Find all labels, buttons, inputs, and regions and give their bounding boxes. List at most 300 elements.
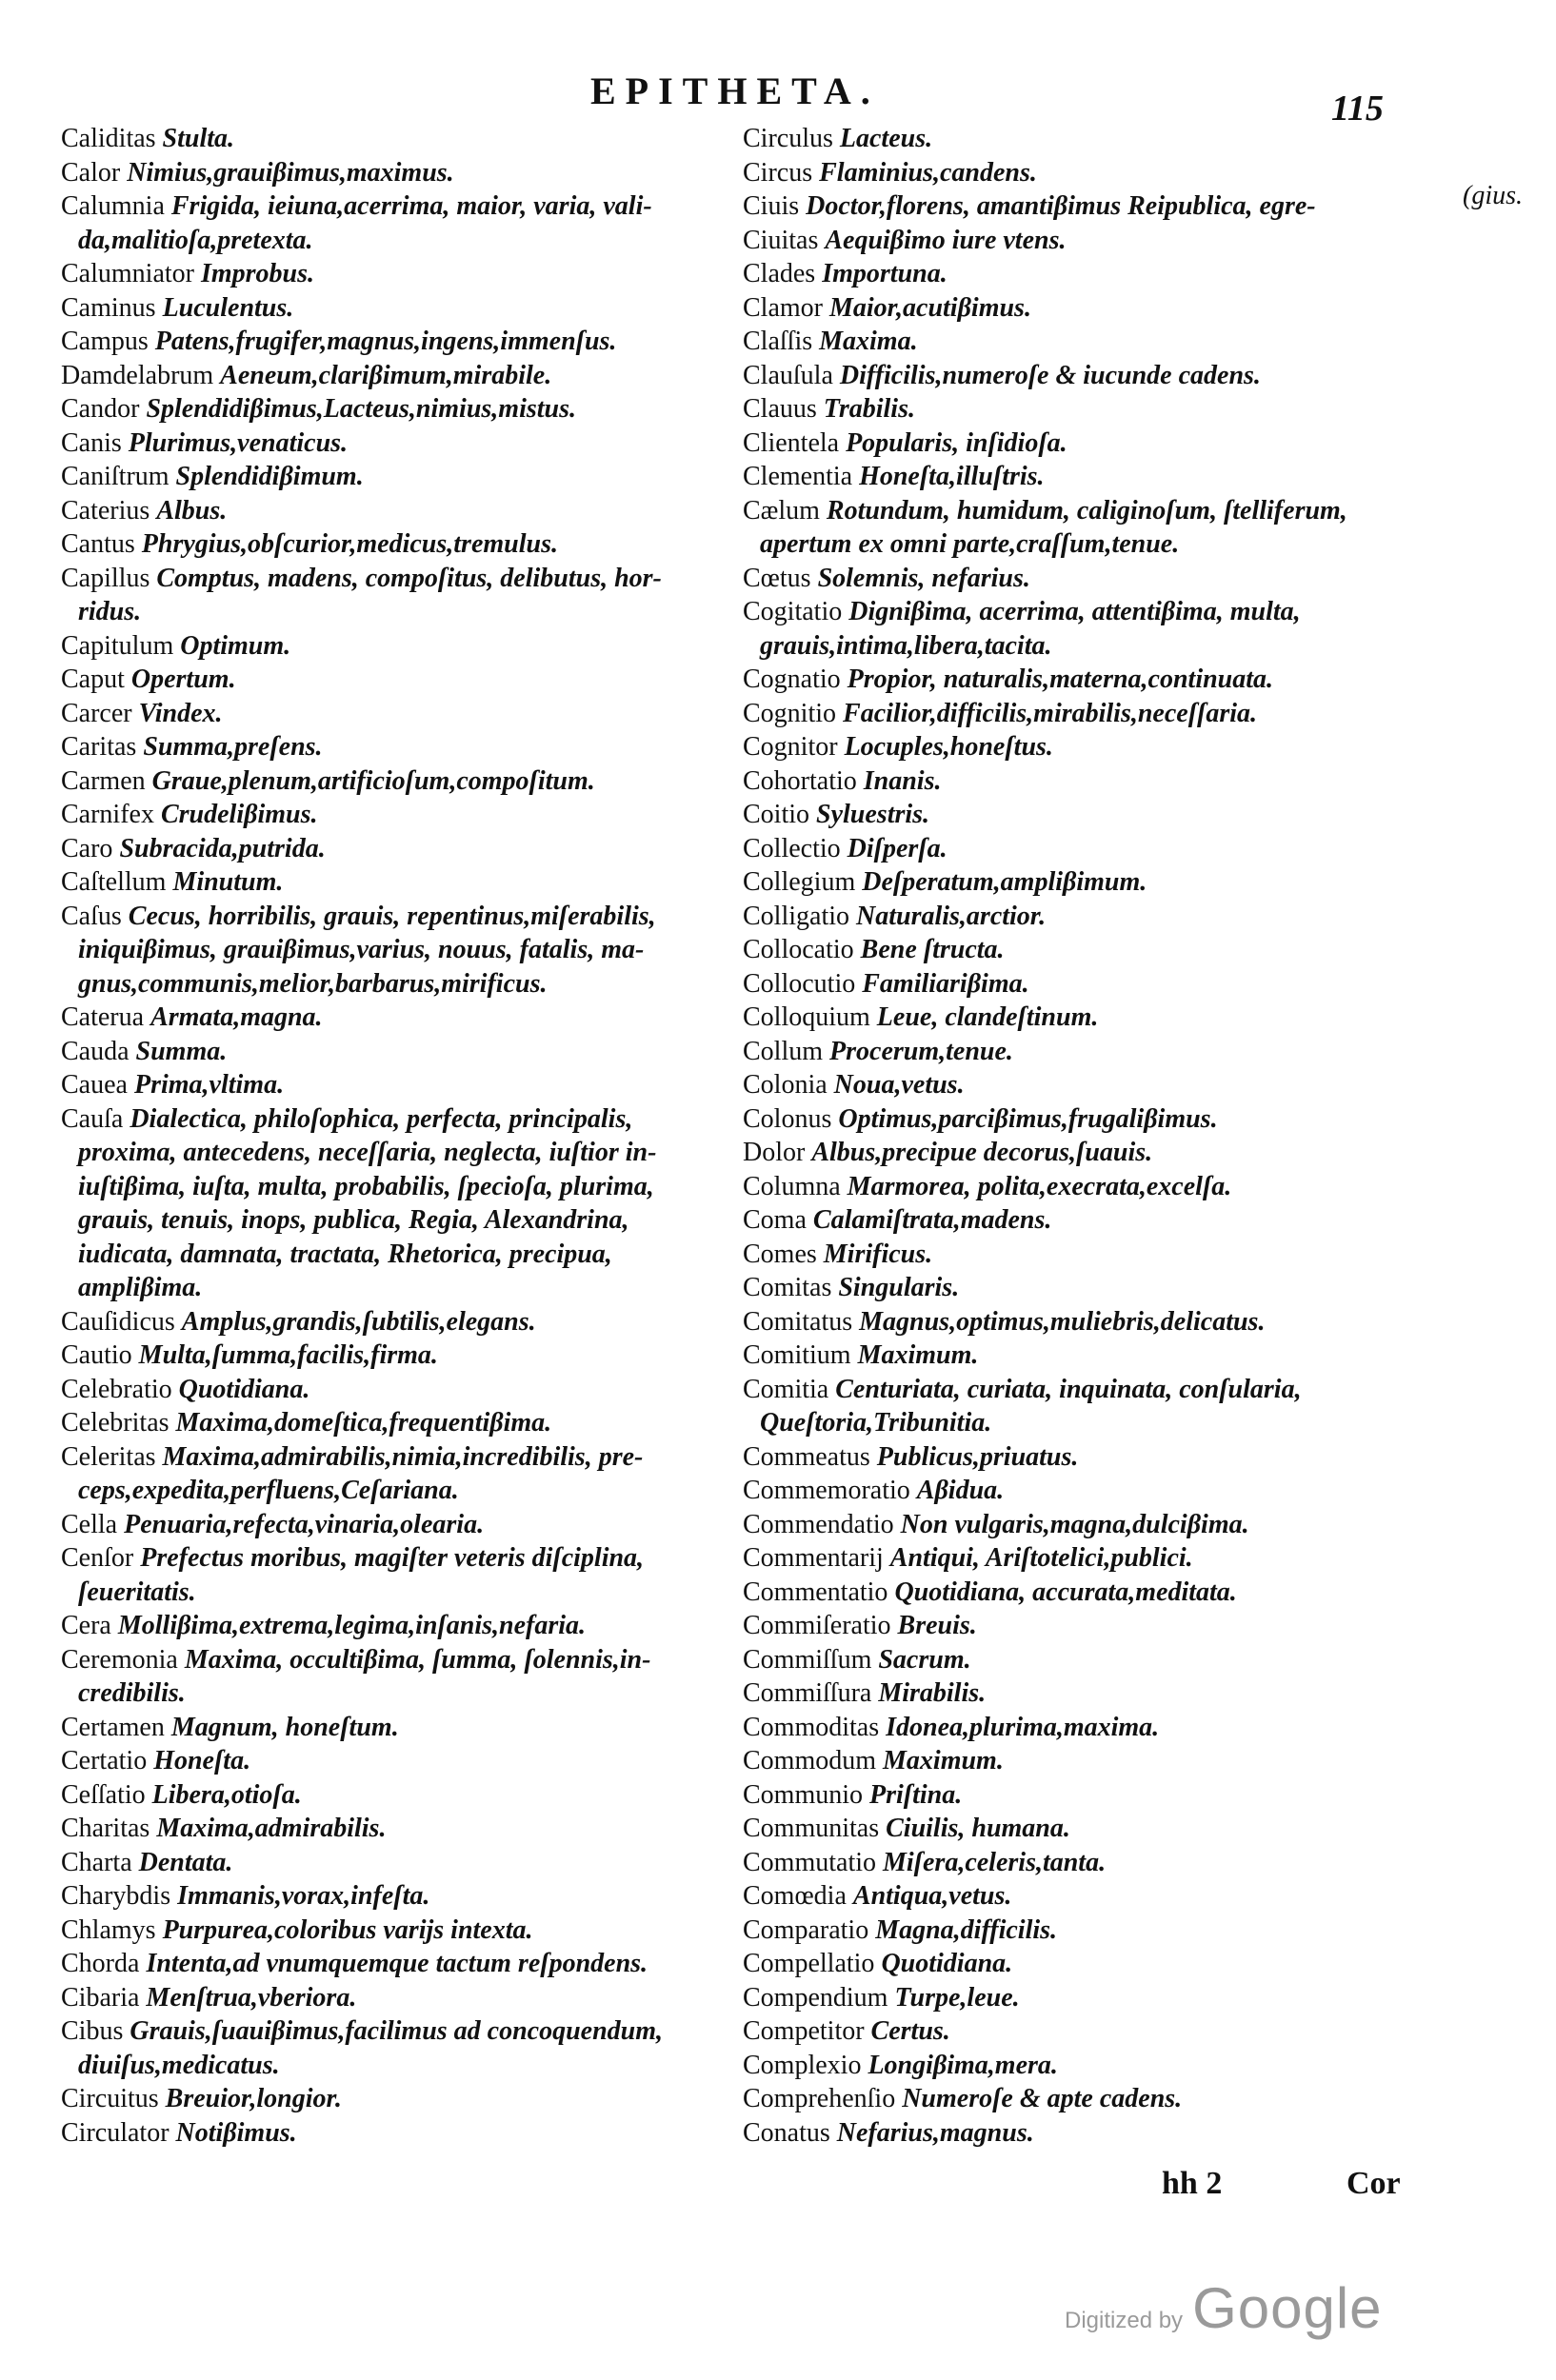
dictionary-entry [61,2082,766,2116]
dictionary-entry [743,426,1505,461]
dictionary-entry [743,1846,1505,1880]
dictionary-entry [743,2014,1505,2049]
entry-epithets: Maxima,domeſtica,frequentiβima. [175,1408,552,1438]
entry-epithets: Prima,vltima. [133,1070,285,1100]
entry-line [61,426,766,461]
entry-headword: Collectio [743,833,841,863]
entry-epithets: Penuaria,refecta,vinaria,olearia. [124,1509,485,1539]
entry-epithets: Prefectus moribus, magiſter veteris diſciplina, [140,1543,645,1573]
entry-epithets: Stulta. [162,124,235,153]
entry-epithets: Difficilis,numeroſe & iucunde cadens. [839,360,1261,390]
dictionary-entry [743,1778,1505,1813]
dictionary-entry [743,1035,1505,1069]
dictionary-entry [743,663,1505,697]
entry-line [61,1609,766,1643]
dictionary-entry [61,1778,766,1813]
entry-line [743,1676,1505,1711]
entry-epithets: Bene ſtructa. [860,935,1005,964]
entry-line [743,1947,1505,1981]
entry-epithets: Maxima. [819,327,918,356]
entry-epithets: Numeroſe & apte cadens. [902,2084,1183,2113]
entry-headword: Comparatio [743,1914,869,1945]
dictionary-entry [743,1609,1505,1643]
dictionary-entry [743,798,1505,832]
entry-headword: Certamen [61,1712,165,1742]
entry-epithets: Aβidua. [916,1476,1005,1505]
entry-epithets: Maxima,admirabilis. [156,1814,387,1843]
entry-line [743,2049,1505,2083]
dictionary-entry [743,460,1505,494]
entry-epithets: Breuior,longior. [165,2084,342,2113]
entry-line [743,1914,1505,1948]
dictionary-entry [61,189,766,257]
entry-line [743,257,1505,291]
entry-line [61,1879,766,1914]
dictionary-entry [743,1305,1505,1339]
entry-line [743,1203,1505,1238]
dictionary-entry [743,156,1505,190]
entry-line [743,460,1505,494]
entry-epithets: Importuna. [822,259,948,288]
entry-line [743,1609,1505,1643]
entry-epithets: Publicus,priuatus. [876,1441,1079,1472]
entry-epithets: Immanis,vorax,infeſta. [177,1881,430,1911]
entry-epithets: Dentata. [138,1847,233,1877]
dictionary-entry [61,2014,766,2082]
entry-continuation: credibilis. [78,1678,186,1708]
entry-headword: Charitas [61,1814,150,1843]
dictionary-entry [743,2082,1505,2116]
entry-line [61,1068,766,1102]
entry-line [61,527,766,562]
entry-line [743,933,1505,967]
entry-headword: Cantus [61,529,135,559]
entry-epithets: Sacrum. [878,1644,971,1675]
dictionary-entry [743,1947,1505,1981]
entry-headword: Cibus [61,2016,124,2046]
entry-line [743,1170,1505,1204]
entry-line [743,595,1505,629]
entry-epithets: Splendidiβimum. [175,462,364,491]
entry-headword: Celeritas [61,1441,156,1472]
entry-epithets: Molliβima,extrema,legima,inſanis,nefaria. [117,1611,586,1640]
entry-line [743,426,1505,461]
entry-line [743,697,1505,731]
dictionary-entry [743,730,1505,764]
dictionary-entry [61,1812,766,1846]
entry-line [743,359,1505,393]
dictionary-entry [743,1914,1505,1948]
dictionary-entry [61,764,766,799]
entry-headword: Coma [743,1205,807,1235]
entry-headword: Certatio [61,1746,148,1775]
dictionary-entry [61,1711,766,1745]
entry-line [743,1339,1505,1373]
entry-line [61,1744,766,1778]
entry-headword: Dolor [743,1138,806,1167]
entry-headword: Canis [61,427,122,458]
entry-line [743,1305,1505,1339]
entry-headword: Ceremonia [61,1644,178,1675]
entry-line [61,1406,766,1440]
dictionary-entry [61,527,766,562]
dictionary-entry [61,697,766,731]
entry-headword: Cauda [61,1036,130,1066]
entry-line [743,1744,1505,1778]
entry-headword: Colligatio [743,901,849,931]
entry-headword: Commiſeratio [743,1611,891,1640]
entry-headword: Commodum [743,1746,877,1775]
dictionary-entry [61,1744,766,1778]
entry-epithets: Breuis. [897,1611,977,1640]
entry-line [743,1068,1505,1102]
entry-headword: Caterius [61,495,150,526]
entry-headword: Columna [743,1171,841,1201]
dictionary-entry [743,1440,1505,1475]
dictionary-entry [743,764,1505,799]
entry-epithets: Magnus,optimus,muliebris,delicatus. [859,1306,1266,1337]
entry-epithets: Splendidiβimus,Lacteus,nimius,mistus. [146,394,577,424]
entry-headword: Caſtellum [61,867,167,897]
entry-headword: Communio [743,1779,864,1810]
entry-epithets: Leue, clandeſtinum. [876,1002,1099,1032]
dictionary-entry [61,2116,766,2151]
dictionary-entry [743,1812,1505,1846]
entry-epithets: Certus. [870,2016,950,2046]
entry-continuation: da,malitioſa,pretexta. [78,225,313,255]
dictionary-entry [743,1474,1505,1508]
entry-line [61,189,766,224]
dictionary-entry [743,1203,1505,1238]
dictionary-entry [61,1609,766,1643]
entry-epithets: Idonea,plurima,maxima. [886,1712,1160,1742]
entry-epithets: Syluestris. [816,800,930,829]
entry-continuation: proxima, antecedens, neceſſaria, neglecta, iuſtior in- [78,1138,657,1167]
entry-epithets: Mirificus. [823,1239,933,1269]
entry-headword: Commentarij [743,1543,884,1573]
entry-line [61,392,766,426]
entry-line [743,392,1505,426]
entry-headword: Commendatio [743,1509,894,1539]
dictionary-entry [743,1508,1505,1542]
entry-headword: Clauus [743,394,817,424]
entry-line [743,156,1505,190]
entry-headword: Caro [61,833,113,863]
dictionary-entry [743,1676,1505,1711]
dictionary-entry [743,224,1505,258]
entry-line [61,1339,766,1373]
entry-line [61,1373,766,1407]
entry-epithets: Dialectica, philoſophica, perfecta, principalis, [130,1103,633,1134]
entry-epithets: Maximum. [883,1746,1004,1775]
entry-line [61,1947,766,1981]
entry-continuation: grauis,intima,libera,tacita. [760,630,1052,661]
entry-epithets: Lacteus. [839,124,933,153]
entry-line [743,494,1505,528]
entry-headword: Charta [61,1847,132,1877]
entry-epithets: Albus. [156,495,228,526]
entry-headword: Circulator [61,2117,170,2148]
dictionary-entry [743,562,1505,596]
entry-epithets: Quotidiana, accurata,meditata. [894,1577,1237,1607]
dictionary-entry [743,1373,1505,1440]
dictionary-entry [743,392,1505,426]
entry-line [743,1812,1505,1846]
entry-headword: Colonus [743,1103,832,1134]
entry-headword: Cella [61,1509,118,1539]
dictionary-entry [61,257,766,291]
dictionary-entry [743,1711,1505,1745]
entry-epithets: Improbus. [200,259,315,288]
entry-line [743,1541,1505,1576]
entry-line [61,1508,766,1542]
signature-mark: hh 2 [1162,2166,1223,2201]
dictionary-entry [61,798,766,832]
entry-epithets: Albus,precipue decorus,ſuauis. [811,1138,1153,1167]
entry-line [743,1102,1505,1137]
dictionary-entry [61,122,766,156]
right-column [743,122,1505,2150]
entry-line [61,1812,766,1846]
entry-epithets: Doctor,florens, amantiβimus Reipublica, egre- [806,191,1316,221]
dictionary-entry [61,1373,766,1407]
entry-epithets: Multa,ſumma,facilis,firma. [138,1340,438,1370]
entry-continuation: grauis, tenuis, inops, publica, Regia, Alexandrina, [78,1205,629,1235]
entry-headword: Carmen [61,765,146,796]
dictionary-entry [743,1879,1505,1914]
dictionary-entry [743,2049,1505,2083]
entry-epithets: Libera,otioſa. [151,1779,302,1810]
entry-epithets: Antiqua,vetus. [852,1881,1012,1911]
entry-line [743,1643,1505,1677]
entry-continuation: ceps,expedita,perfluens,Ceſariana. [78,1476,459,1505]
dictionary-entry [743,967,1505,1002]
entry-epithets: Luculentus. [162,292,294,323]
entry-line [743,1981,1505,2015]
dictionary-entry [743,257,1505,291]
entry-line [743,1711,1505,1745]
entry-headword: Clauſula [743,360,833,390]
entry-headword: Cera [61,1611,111,1640]
entry-headword: Compendium [743,1982,888,2013]
entry-epithets: Phrygius,obſcurior,medicus,tremulus. [141,529,558,559]
dictionary-entry [743,1001,1505,1035]
entry-line [743,1474,1505,1508]
dictionary-entry [61,359,766,393]
dictionary-entry [61,1305,766,1339]
entry-epithets: Opertum. [130,664,236,694]
entry-epithets: Summa. [135,1036,228,1066]
dictionary-entry [743,359,1505,393]
dictionary-entry [61,629,766,664]
entry-line [743,1271,1505,1305]
dictionary-entry [61,1068,766,1102]
dictionary-entry [743,1238,1505,1272]
entry-headword: Cognatio [743,664,841,694]
entry-continuation: iniquiβimus, grauiβimus,varius, nouus, fatalis, ma- [78,935,645,964]
entry-epithets: Aeneum,clariβimum,mirabile. [220,360,552,390]
dictionary-entry [743,832,1505,866]
dictionary-entry [743,1102,1505,1137]
entry-epithets: Digniβima, acerrima, attentiβima, multa, [848,597,1301,626]
entry-headword: Carcer [61,698,132,728]
dictionary-entry [743,1339,1505,1373]
entry-epithets: Mirabilis. [878,1678,987,1708]
entry-epithets: Inanis. [863,765,942,796]
entry-epithets: Flaminius,candens. [819,157,1037,188]
entry-headword: Commutatio [743,1847,876,1877]
entry-epithets: Nimius,grauiβimus,maximus. [127,157,454,188]
entry-headword: Clientela [743,427,840,458]
entry-line [61,1305,766,1339]
entry-epithets: Popularis, inſidioſa. [846,427,1067,458]
entry-headword: Chlamys [61,1914,156,1945]
entry-line [743,1508,1505,1542]
entry-line [61,1035,766,1069]
dictionary-entry [61,1879,766,1914]
entry-headword: Conatus [743,2117,830,2148]
entry-headword: Candor [61,394,140,424]
dictionary-entry [743,697,1505,731]
entry-headword: Collegium [743,867,856,897]
entry-continuation: ridus. [78,597,142,626]
entry-line [61,257,766,291]
entry-line [61,122,766,156]
entry-epithets: Solemnis, nefarius. [817,563,1030,593]
entry-epithets: Patens,frugifer,magnus,ingens,immenſus. [154,327,617,356]
dictionary-entry [743,1170,1505,1204]
entry-epithets: Naturalis,arctior. [856,901,1047,931]
entry-headword: Cibaria [61,1982,140,2013]
entry-headword: Damdelabrum [61,360,214,390]
entry-epithets: Honeſta,illuſtris. [859,462,1045,491]
dictionary-entry [743,1541,1505,1576]
dictionary-entry [61,1339,766,1373]
dictionary-entry [743,291,1505,326]
entry-headword: Comitas [743,1273,832,1302]
entry-headword: Comitium [743,1340,851,1370]
entry-epithets: Calamiſtrata,madens. [812,1205,1052,1235]
entry-line [743,663,1505,697]
entry-headword: Charybdis [61,1881,171,1911]
entry-line [61,1981,766,2015]
dictionary-entry [743,595,1505,663]
entry-epithets: Armata,magna. [150,1002,323,1032]
dictionary-entry [61,730,766,764]
entry-line [61,629,766,664]
entry-headword: Celebratio [61,1374,172,1404]
dictionary-entry [61,494,766,528]
entry-headword: Circuitus [61,2084,159,2113]
dictionary-entry [743,1643,1505,1677]
dictionary-entry [61,1643,766,1711]
entry-line [61,156,766,190]
entry-headword: Ciuis [743,191,800,221]
entry-epithets: Diſperſa. [847,833,948,863]
entry-line [743,1879,1505,1914]
entry-line [61,900,766,934]
dictionary-entry [61,1846,766,1880]
margin-note: (gius. [1463,181,1523,210]
entry-headword: Celebritas [61,1408,170,1438]
entry-epithets: Priſtina. [869,1779,963,1810]
entry-line [61,663,766,697]
entry-line [61,865,766,900]
entry-epithets: Maxima,admirabilis,nimia,incredibilis, pre- [162,1441,644,1472]
entry-epithets: Notiβimus. [175,2117,297,2148]
entry-epithets: Facilior,difficilis,mirabilis,neceſſaria. [843,698,1258,728]
entry-epithets: Non vulgaris,magna,dulciβima. [900,1509,1249,1539]
entry-epithets: Familiariβima. [862,968,1029,999]
entry-epithets: Vindex. [138,698,223,728]
dictionary-entry [743,494,1505,562]
catchword: Cor [1347,2166,1401,2201]
entry-line [743,1846,1505,1880]
entry-headword: Capitulum [61,630,174,661]
entry-epithets: Grauis,ſuauiβimus,facilimus ad concoquendum, [130,2016,664,2046]
entry-headword: Comprehenſio [743,2084,896,2113]
entry-headword: Commeatus [743,1441,870,1472]
entry-epithets: Locuples,honeſtus. [844,732,1053,762]
entry-line [61,1778,766,1813]
entry-continuation: diuiſus,medicatus. [78,2050,280,2080]
entry-headword: Claſſis [743,327,813,356]
dictionary-entry [743,1136,1505,1170]
entry-headword: Caritas [61,732,137,762]
entry-epithets: Maximum. [857,1340,979,1370]
entry-epithets: Centuriata, curiata, inquinata, conſularia, [835,1374,1302,1404]
entry-epithets: Turpe,leue. [894,1982,1020,2013]
entry-line [61,697,766,731]
entry-headword: Cohortatio [743,765,857,796]
entry-line [61,1914,766,1948]
entry-headword: Cælum [743,495,820,526]
entry-line [743,865,1505,900]
entry-headword: Caliditas [61,124,156,153]
entry-epithets: Longiβima,mera. [868,2050,1058,2080]
dictionary-entry [61,1440,766,1508]
entry-line [61,832,766,866]
entry-headword: Complexio [743,2050,862,2080]
entry-continuation: apertum ex omni parte,craſſum,tenue. [760,529,1180,559]
entry-epithets: Nefarius,magnus. [836,2117,1034,2148]
entry-epithets: Optimus,parciβimus,frugaliβimus. [838,1103,1218,1134]
entry-headword: Caterua [61,1002,145,1032]
dictionary-entry [743,1744,1505,1778]
dictionary-entry [61,562,766,629]
dictionary-entry [61,663,766,697]
dictionary-entry [743,122,1505,156]
dictionary-entry [743,933,1505,967]
dictionary-entry [61,1947,766,1981]
entry-epithets: Graue,plenum,artificioſum,compoſitum. [151,765,595,796]
entry-line [743,2082,1505,2116]
entry-headword: Cautio [61,1340,132,1370]
entry-epithets: Aequiβimo iure vtens. [825,225,1067,255]
entry-headword: Cœtus [743,563,811,593]
entry-line [743,798,1505,832]
entry-line [743,291,1505,326]
entry-epithets: Amplus,grandis,ſubtilis,elegans. [181,1306,536,1337]
entry-headword: Calor [61,157,121,188]
entry-epithets: Deſperatum,ampliβimum. [862,867,1147,897]
entry-headword: Collocatio [743,935,854,964]
entry-line [743,900,1505,934]
dictionary-entry [743,2116,1505,2151]
entry-line [61,1541,766,1576]
entry-line [743,1778,1505,1813]
entry-headword: Comitatus [743,1306,853,1337]
